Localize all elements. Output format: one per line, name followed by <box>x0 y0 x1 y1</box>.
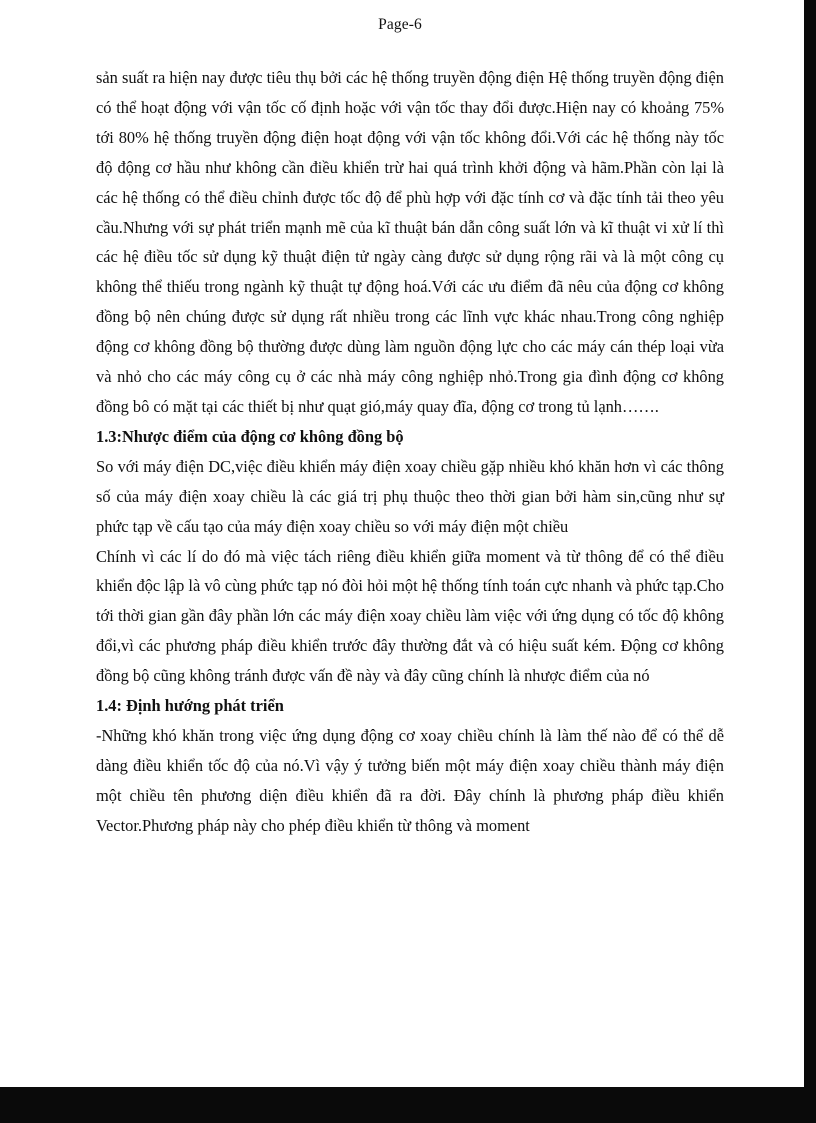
scan-border-right <box>804 0 816 1123</box>
section-heading-1-4: 1.4: Định hướng phát triển <box>96 696 284 716</box>
document-body <box>96 63 724 841</box>
section-heading-1-3: 1.3:Nhược điểm của động cơ không đồng bộ <box>96 426 404 446</box>
paragraph-disadvantages-1: So với máy điện DC,việc điều khiển máy điện xoay chiều gặp nhiều khó khăn hơn vì các thông số của máy điện xoay chiều là các giá trị phụ thuộc theo thời gian bởi hàm sin,cũng như sự phức tạp về cấu tạo của máy điện xoay chiều so với máy điện một chiều <box>96 456 724 536</box>
page-number: Page-6 <box>378 16 422 33</box>
paragraph-intro: sản suất ra hiện nay được tiêu thụ bởi các hệ thống truyền động điện Hệ thống truyền động điện có thể hoạt động với vận tốc cố định hoặc với vận tốc thay đổi được.Hiện nay có khoảng 75% tới 80% hệ thống truyền động điện hoạt động với vận tốc không đổi.Với các hệ thống này tốc độ động cơ hầu như không cần điều khiển trừ hai quá trình khởi động và hãm.Phần còn lại là các hệ thống có thể điều chỉnh được tốc độ để phù hợp với đặc tính cơ và đặc tính tải theo yêu cầu.Nhưng với sự phát triển mạnh mẽ của kĩ thuật bán dẫn công suất lớn và kĩ thuật vi xử lí thì các hệ điều tốc sử dụng kỹ thuật điện tử ngày càng được sử dụng rộng rãi và là một công cụ không thể thiếu trong ngành kỹ thuật tự động hoá.Với các ưu điểm đã nêu của động cơ không đồng bộ nên chúng được sử dụng rất nhiều trong các lĩnh vực khác nhau.Trong công nghiệp động cơ không đồng bộ thường được dùng làm nguồn động lực cho các máy cán thép loại vừa và nhỏ cho các máy công cụ ở các nhà máy công nghiệp nhỏ.Trong gia đình động cơ không đồng bô có mặt tại các thiết bị như quạt gió,máy quay đĩa, động cơ trong tủ lạnh……. <box>96 68 724 416</box>
paragraph-disadvantages-2: Chính vì các lí do đó mà việc tách riêng điều khiển giữa moment và từ thông để có thể điều khiển độc lập là vô cùng phức tạp nó đòi hỏi một hệ thống tính toán cực nhanh và phức tạp.Cho tới thời gian gần đây phần lớn các máy điện xoay chiều làm việc với ứng dụng có tốc độ không đổi,vì các phương pháp điều khiển trước đây thường đắt và có hiệu suất kém. Động cơ không đồng bộ cũng không tránh được vấn đề này và đây cũng chính là nhược điểm của nó <box>96 546 724 686</box>
scan-border-bottom <box>0 1087 816 1123</box>
paragraph-development: -Những khó khăn trong việc ứng dụng động cơ xoay chiều chính là làm thế nào để có thể dễ dàng điều khiển tốc độ của nó.Vì vậy ý tưởng biến một máy điện xoay chiều thành máy điện một chiều tên phương diện điều khiển đã ra đời. Đây chính là phương pháp điều khiển Vector.Phương pháp này cho phép điều khiển từ thông và moment <box>96 725 724 835</box>
